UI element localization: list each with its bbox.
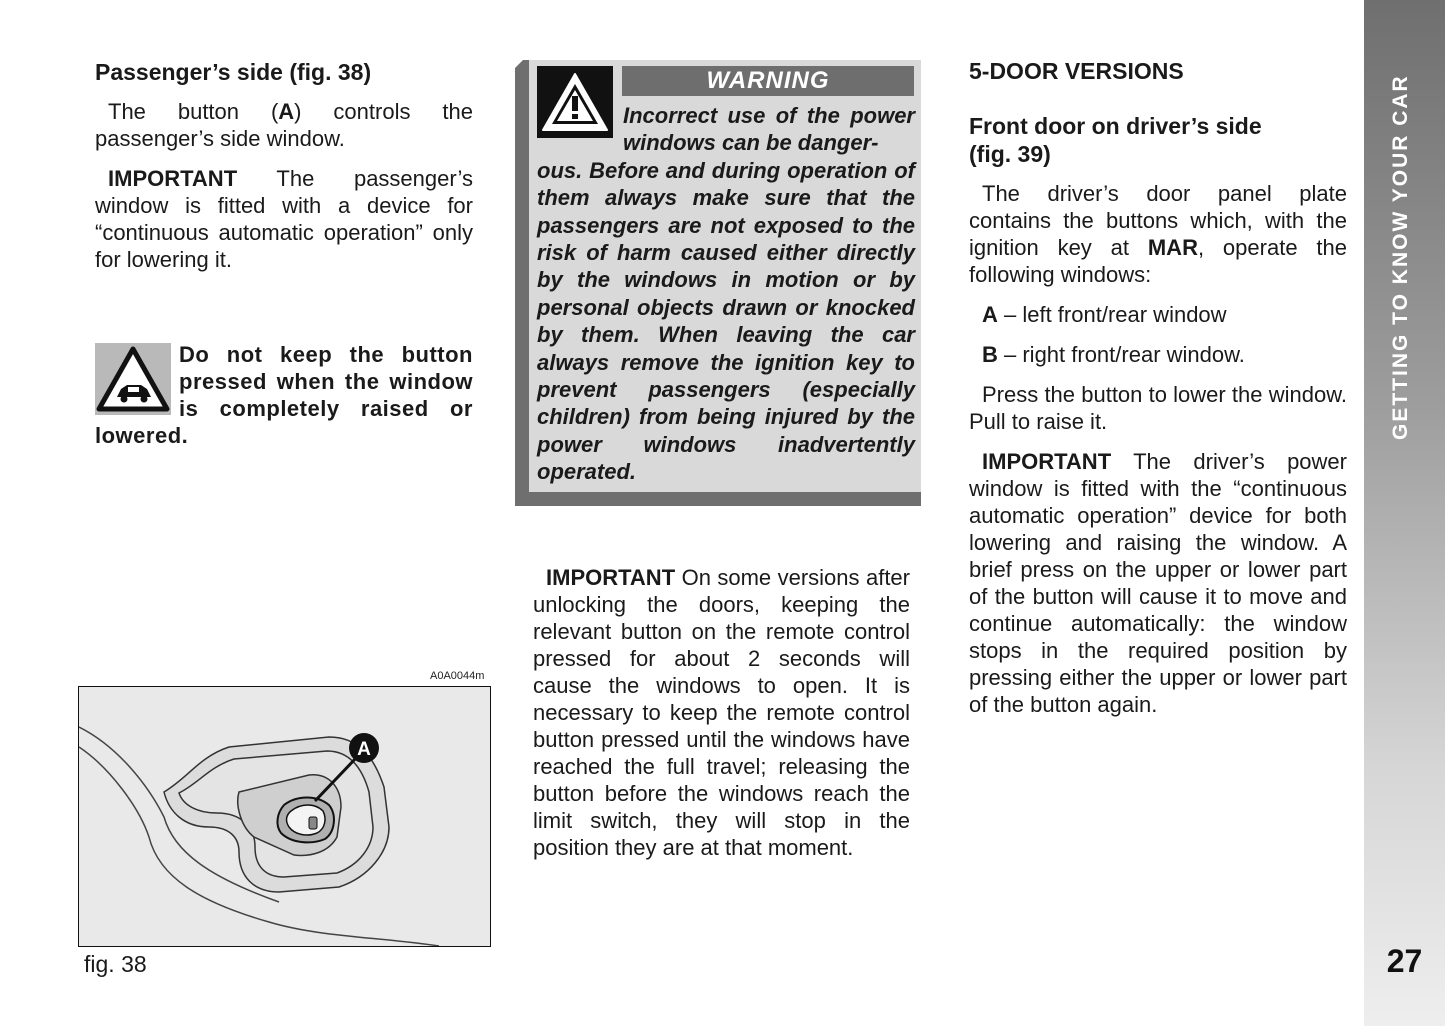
press-button-paragraph: Press the button to lower the window. Pull to raise it.: [969, 382, 1347, 434]
remote-control-paragraph: IMPORTANT On some versions after unlocking the doors, keeping the relevant button on the remote control pressed for about 2 seconds will cause the windows to open. It is necessary to keep the remote control button pressed until the windows have reached the full travel; releasing the button before the windows reach the limit switch, they will stop in the position they are at that moment.: [533, 565, 910, 860]
warning-text: [537, 102, 915, 486]
list-item-a: A – left front/rear window: [982, 302, 1227, 327]
figure-caption: fig. 38: [84, 951, 147, 977]
driver-side-heading: Front door on driver’s side (fig. 39): [969, 113, 1262, 167]
chapter-title: GETTING TO KNOW YOUR CAR: [1389, 74, 1412, 440]
passenger-side-section: [95, 58, 473, 273]
warning-body: ous. Before and during operation of them always make sure that the passengers are not exposed to the risk of harm caused either directly by the windows in motion or by personal objects drawn or knocked by them. When leaving the car always remove the ignition key to prevent passengers (especially children) from being injured by the power windows inadvertently operated.: [537, 157, 915, 485]
remote-control-important: [533, 564, 910, 861]
five-door-section: [969, 57, 1347, 718]
page-number: 27: [1386, 943, 1423, 979]
warning-box: [515, 60, 921, 506]
passenger-button-paragraph: The button (A) controls the passenger’s side window.: [95, 99, 473, 151]
figure-38-illustration: [78, 686, 491, 947]
car-caution-icon: [95, 343, 171, 415]
caution-note: [95, 341, 473, 449]
figure-code: A0A0044m: [430, 670, 485, 682]
driver-panel-paragraph: The driver’s door panel plate contains the buttons which, with the ignition key at MAR, operate the following windows:: [969, 181, 1347, 287]
warning-first-line: Incorrect use of the power windows can be danger-: [623, 103, 915, 156]
driver-important-paragraph: IMPORTANT The driver’s power window is fitted with the “continuous automatic operation” device for both lowering and raising the window. A brief press on the upper or lower part of the button will cause it to move and continue automatically: the window stops in the required position by pressing either the upper or lower part of the button again.: [969, 449, 1347, 717]
warning-panel: [529, 60, 921, 492]
warning-title: WARNING: [622, 66, 914, 96]
section-heading: 5-DOOR VERSIONS: [969, 58, 1184, 84]
passenger-important-paragraph: IMPORTANT The passenger’s window is fitted with a device for “continuous automatic operation” only for lowering it.: [95, 166, 473, 272]
list-item-b: B – right front/rear window.: [982, 342, 1245, 367]
passenger-side-heading: Passenger’s side (fig. 38): [95, 59, 372, 85]
caution-text: Do not keep the button pressed when the window is completely raised or lowered.: [95, 342, 473, 448]
figure-callout-a: A: [357, 739, 371, 760]
